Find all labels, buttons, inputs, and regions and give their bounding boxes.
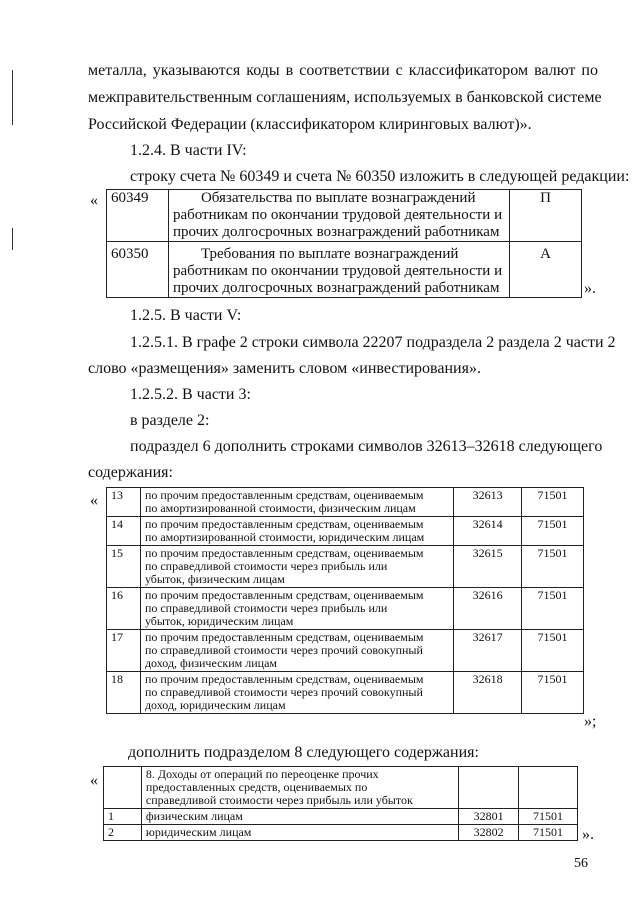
row-number: 1 <box>104 809 142 825</box>
table-row <box>107 630 584 672</box>
table-row <box>107 672 584 714</box>
table-row <box>107 517 584 546</box>
account-code: 60349 <box>107 190 169 242</box>
table2-close-quote: »; <box>584 713 597 730</box>
account-code: 71501 <box>522 546 584 588</box>
symbol-code: 32617 <box>454 630 522 672</box>
account-code: 71501 <box>522 517 584 546</box>
section-1-2-4-text: строку счета № 60349 и счета № 60350 изложить в следующей редакции: <box>130 168 630 185</box>
page-number: 56 <box>574 856 588 871</box>
symbols-table <box>106 487 584 714</box>
scan-artifact <box>12 70 13 125</box>
row-description: по прочим предоставленным средствам, оцениваемым по справедливой стоимости через прочий совокупный доход, юридическим лицам <box>140 672 453 714</box>
account-type: А <box>510 242 582 298</box>
table-row <box>104 809 578 825</box>
row-description: по прочим предоставленным средствам, оцениваемым по амортизированной стоимости, юридическим лицам <box>140 517 453 546</box>
account-code: 60350 <box>107 242 169 298</box>
row-description: по прочим предоставленным средствам, оцениваемым по справедливой стоимости через прочий совокупный доход, физическим лицам <box>140 630 453 672</box>
table-row <box>107 488 584 517</box>
row-number: 15 <box>107 546 141 588</box>
table-row <box>107 242 582 298</box>
row-number: 13 <box>107 488 141 517</box>
table3-close-quote: ». <box>582 826 594 843</box>
symbol-code: 32613 <box>454 488 522 517</box>
table2-open-quote: « <box>90 492 98 509</box>
table-row <box>107 190 582 242</box>
account-code: 71501 <box>522 672 584 714</box>
symbol-code: 32615 <box>454 546 522 588</box>
account-type: П <box>510 190 582 242</box>
account-code: 71501 <box>522 630 584 672</box>
symbol-code: 32616 <box>454 588 522 630</box>
subsection-line-2: содержания: <box>88 464 173 481</box>
intro-line-2: межправительственным соглашениям, используемых в банковской системе <box>88 89 602 106</box>
section-heading: в разделе 2: <box>130 412 210 429</box>
row-number: 2 <box>104 825 142 841</box>
account-code: 71501 <box>522 488 584 517</box>
row-number: 16 <box>107 588 141 630</box>
table-row <box>107 588 584 630</box>
section-1-2-4-heading: 1.2.4. В части IV: <box>130 142 247 159</box>
table1-open-quote: « <box>90 192 98 209</box>
account-description: Требования по выплате вознаграждений работникам по окончании трудовой деятельности и прочих долгосрочных вознаграждений работникам <box>168 242 509 298</box>
symbol-code: 32801 <box>459 809 519 825</box>
section-1-2-5-2: 1.2.5.2. В части 3: <box>130 386 251 403</box>
row-description: по прочим предоставленным средствам, оцениваемым по справедливой стоимости через прибыль или убыток, физическим лицам <box>140 546 453 588</box>
row-label: юридическим лицам <box>141 825 458 841</box>
accounts-table <box>106 189 582 298</box>
table-row <box>107 546 584 588</box>
table3-open-quote: « <box>90 772 98 789</box>
row-description: по прочим предоставленным средствам, оцениваемым по амортизированной стоимости, физическим лицам <box>140 488 453 517</box>
section-1-2-5-1-line-1: 1.2.5.1. В графе 2 строки символа 22207 подраздела 2 раздела 2 части 2 <box>130 334 616 351</box>
row-number: 14 <box>107 517 141 546</box>
subsection-8-table <box>103 766 578 841</box>
intro-line-3: Российской Федерации (классификатором клиринговых валют)». <box>88 116 532 133</box>
table-row <box>104 825 578 841</box>
section-1-2-5-heading: 1.2.5. В части V: <box>130 307 242 324</box>
row-label: физическим лицам <box>141 809 458 825</box>
symbol-code: 32802 <box>459 825 519 841</box>
row-number: 17 <box>107 630 141 672</box>
account-description: Обязательства по выплате вознаграждений работникам по окончании трудовой деятельности и прочих долгосрочных вознаграждений работникам <box>168 190 509 242</box>
symbol-code: 32618 <box>454 672 522 714</box>
account-code: 71501 <box>519 825 578 841</box>
intro-line-1: металла, указываются коды в соответствии с классификатором валют по <box>88 62 598 79</box>
account-code: 71501 <box>522 588 584 630</box>
subsection-8-text: дополнить подразделом 8 следующего содержания: <box>128 744 479 761</box>
scan-artifact <box>12 228 13 250</box>
subsection-8-title: 8. Доходы от операций по переоценке прочих предоставленных средств, оцениваемых по справедливой стоимости через прибыль или убыток <box>141 767 458 809</box>
row-description: по прочим предоставленным средствам, оцениваемым по справедливой стоимости через прибыль или убыток, юридическим лицам <box>140 588 453 630</box>
symbol-code: 32614 <box>454 517 522 546</box>
row-number: 18 <box>107 672 141 714</box>
table-header-row <box>104 767 578 809</box>
account-code: 71501 <box>519 809 578 825</box>
table1-close-quote: ». <box>584 280 596 297</box>
section-1-2-5-1-line-2: слово «размещения» заменить словом «инвестирования». <box>88 360 481 377</box>
subsection-line-1: подраздел 6 дополнить строками символов 32613–32618 следующего <box>130 438 603 455</box>
